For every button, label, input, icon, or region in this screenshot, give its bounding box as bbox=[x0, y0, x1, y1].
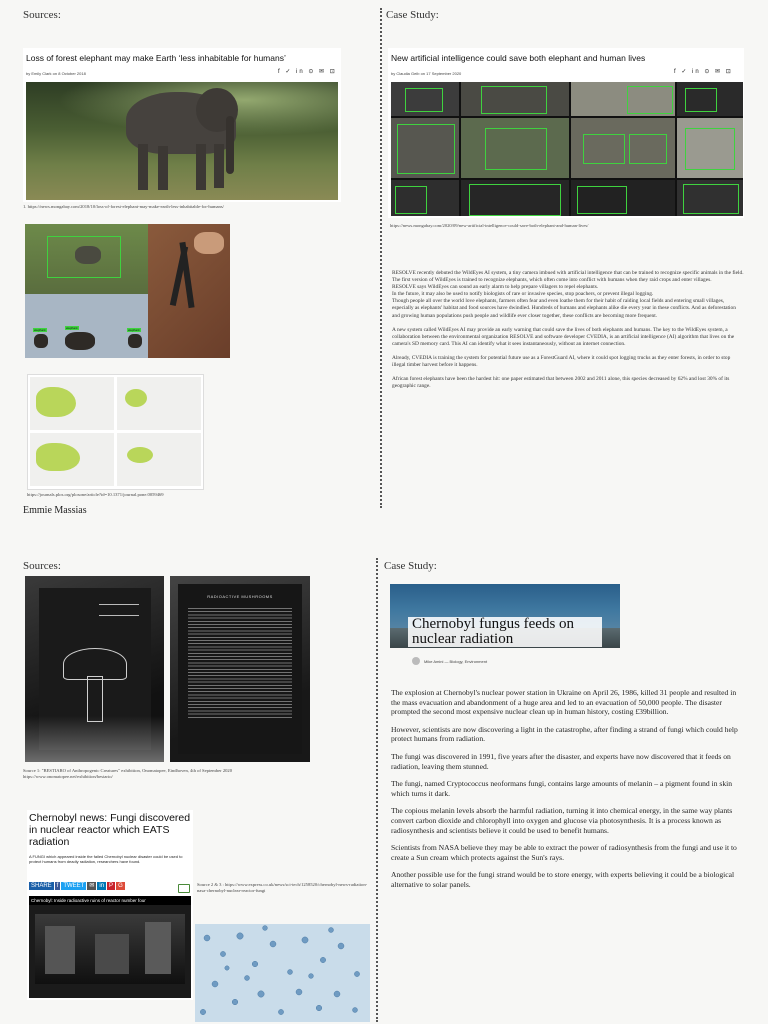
hero-title[interactable]: Chernobyl fungus feeds on nuclear radiation bbox=[412, 616, 575, 647]
camera-trap-grid bbox=[391, 82, 743, 216]
elephant-silhouette bbox=[65, 332, 95, 350]
express-headline[interactable]: Chernobyl news: Fungi discovered in nuclear reactor which EATS radiation bbox=[29, 812, 191, 848]
express-standfirst: A FUNGI which appeared inside the failed Chernobyl nuclear disaster could be used to protect humans from deadly radiation, researchers have found. bbox=[29, 854, 183, 864]
trap-frame bbox=[677, 118, 743, 178]
linkedin-icon[interactable]: in bbox=[99, 883, 105, 889]
article1-caption[interactable]: 1. https://news.mongabay.com/2018/10/loss-of-forest-elephant-may-make-earth-less-inhabitable-for-humans/ bbox=[23, 204, 224, 209]
article-ai-elephant bbox=[388, 48, 744, 218]
detection-photo-field bbox=[25, 224, 148, 294]
article-title[interactable]: Loss of forest elephant may make Earth ‘less inhabitable for humans’ bbox=[26, 53, 286, 63]
article-elephant-loss bbox=[23, 48, 341, 202]
hand bbox=[194, 232, 224, 254]
reactor-ruins-image bbox=[35, 914, 185, 984]
fungi-cells bbox=[195, 924, 370, 1022]
elephant-trunk bbox=[226, 116, 234, 174]
trap-frame bbox=[571, 82, 675, 116]
bottom-divider bbox=[376, 558, 378, 1022]
plos-caption[interactable]: https://journals.plos.org/plosone/article?id=10.1371/journal.pone.0059469 bbox=[27, 492, 164, 497]
trap-frame bbox=[571, 180, 675, 216]
google-plus-icon[interactable]: G bbox=[118, 883, 123, 889]
detector-label: elephant bbox=[34, 328, 46, 332]
bottom-case-study-heading: Case Study: bbox=[384, 560, 437, 572]
case-paragraph: RESOLVE recently debuted the WildEyes AI system, a tiny camera imbued with artificial intelligence that can be trained to recognize specific animals in the field. The first version of WildEyes is trained to recognize elephants, which often come into conflict with humans when they raid crops and enter villages. RESOLVE says WildEyes can sound an early alarm to help prepare villagers to repel elephants. In the future, it may also be used to notify biologists of rare or invasive species, stop poachers, or prevent illegal logging. Though people all over the world love elephants, farmers often fear and even loathe them for their habit of raiding local fields and entering small villages, especially as elephants' habitat and food sources have dwindled. Hundreds of humans and elephants alike die every year in these conflicts. And as deforestation and growing human populations push people and wildlife ever closer together, these conflicts are becoming more frequent. bbox=[392, 270, 744, 319]
express-share-bar bbox=[29, 882, 125, 890]
elephant-leg bbox=[138, 144, 148, 190]
share-button[interactable]: SHARE bbox=[31, 883, 52, 889]
ruin-wall bbox=[145, 922, 171, 974]
range-area bbox=[127, 447, 153, 463]
forest-elephant-photo bbox=[26, 82, 338, 200]
exhibit-text-photo bbox=[170, 576, 310, 762]
detection-photo-herd bbox=[25, 294, 148, 358]
article-byline: by Claudia Geib on 17 September 2020 bbox=[391, 71, 462, 76]
exhibit-mushroom-photo bbox=[25, 576, 164, 762]
ruin-wall bbox=[45, 926, 75, 974]
trap-frame bbox=[391, 180, 459, 216]
fungi-microscope-image bbox=[195, 924, 370, 1022]
article-paragraph: The copious melanin levels absorb the harmful radiation, turning it into chemical energy, in the same way plants convert carbon dioxide and chlorophyll into oxygen and glucose via photosynthesis. It is a process known as radiosynthesis and scientists believe it could be used to benefit humans. bbox=[391, 806, 733, 835]
article-paragraph: However, scientists are now discovering a light in the catastrophe, after finding a strand of fungi which could help protect humans from radiation. bbox=[391, 724, 738, 744]
trap-frame bbox=[677, 82, 743, 116]
pinterest-icon[interactable]: P bbox=[109, 883, 114, 889]
exhibit-title: RADIOACTIVE MUSHROOMS bbox=[207, 594, 273, 599]
top-case-study-heading: Case Study: bbox=[386, 9, 439, 21]
elephant-leg bbox=[214, 144, 224, 188]
trap-frame bbox=[461, 180, 569, 216]
chernobyl-hero-banner bbox=[390, 584, 620, 648]
exhibit-text-panel bbox=[178, 584, 302, 754]
detector-label: elephant bbox=[128, 328, 140, 332]
share-icons[interactable]: f ✓ in ⊙ ✉ ⊡ bbox=[278, 69, 337, 75]
case-paragraph: Already, CVEDIA is training the system for potential future use as a ForestGuard AI, where it could spot logging trucks as they enter forests, in order to stop illegal timber harvest before it happens. bbox=[392, 354, 731, 369]
exhibit-body-lines bbox=[188, 608, 292, 718]
photo-floor bbox=[25, 716, 164, 762]
article-paragraph: Another possible use for the fungi strand would be to store energy, with experts believing it could be a biological alternative to solar panels. bbox=[391, 870, 735, 889]
source23-caption[interactable]: Source 2 & 3 : https://www.express.co.uk/news/sci-tech/1258520/chernobyl-news-radiation-nasa-chernobyl-nuclear-reactor-fungi bbox=[197, 882, 368, 893]
trap-frame bbox=[461, 82, 569, 116]
article-byline: by Emily Clark on 8 October 2018 bbox=[26, 71, 86, 76]
case-paragraph: African forest elephants have been the hardest hit: one paper estimated that between 2002 and 2011 alone, this species decreased by 62% and lost 30% of its geographic range. bbox=[392, 376, 730, 390]
article2-caption[interactable]: https://news.mongabay.com/2020/09/new-artificial-intelligence-could-save-both-elephant-and-human-lives/ bbox=[390, 223, 589, 228]
trap-frame bbox=[461, 118, 569, 178]
map-panel-b bbox=[117, 377, 201, 430]
exhibit-label-lines bbox=[99, 604, 139, 616]
hero-byline: Mike Amini — Biology, Environment bbox=[424, 659, 488, 664]
trap-frame bbox=[571, 118, 675, 178]
video-caption-bar: Chernobyl: Inside radioactive ruins of reactor number four bbox=[29, 896, 191, 905]
elephant-silhouette bbox=[128, 334, 142, 348]
range-area bbox=[36, 443, 80, 471]
elephant-silhouette bbox=[75, 246, 101, 264]
email-icon[interactable]: ✉ bbox=[89, 883, 95, 889]
case-paragraph: A new system called WildEyes AI may provide an early warning that could save the lives of both elephants and humans. The key to the WildEyes system, a collaboration between the environmental organization RESOLVE and software developer CVEDIA, is an artificial intelligence (AI) algorithm that lives on the camera's SD memory card. This AI can identify what it sees instantaneously, without an internet connection. bbox=[392, 326, 735, 347]
elephant-silhouette bbox=[34, 334, 48, 348]
camera-device-photo bbox=[148, 224, 230, 358]
trap-frame bbox=[391, 118, 459, 178]
express-article bbox=[27, 810, 193, 1000]
bottom-sources-heading: Sources: bbox=[23, 560, 61, 572]
trap-frame bbox=[677, 180, 743, 216]
article-paragraph: The fungi, named Cryptococcus neoformans fungi, contains large amounts of melanin – a pigment found in skin which turns it dark. bbox=[391, 779, 733, 798]
comment-icon[interactable] bbox=[178, 884, 190, 893]
article-paragraph: The fungi was discovered in 1991, five years after the disaster, and experts have now discovered that it feeds on radiation, leaving them stunned. bbox=[391, 751, 731, 771]
article-title[interactable]: New artificial intelligence could save both elephant and human lives bbox=[391, 53, 646, 63]
elephant-leg bbox=[196, 144, 206, 190]
ruin-wall bbox=[95, 934, 129, 974]
range-area bbox=[36, 387, 76, 417]
facebook-icon[interactable]: f bbox=[56, 883, 59, 889]
map-panel-d bbox=[117, 433, 201, 486]
author-avatar bbox=[412, 657, 420, 665]
plos-range-maps bbox=[27, 374, 204, 490]
trap-frame bbox=[391, 82, 459, 116]
author-name: Emmie Massias bbox=[23, 505, 87, 516]
share-icons[interactable]: f ✓ in ⊙ ✉ ⊡ bbox=[674, 69, 733, 75]
tweet-button[interactable]: TWEET bbox=[63, 883, 85, 889]
chernobyl-article-body bbox=[391, 688, 739, 890]
map-panel-a bbox=[30, 377, 114, 430]
range-area bbox=[125, 389, 147, 407]
detector-collage bbox=[25, 224, 230, 358]
source1-caption[interactable]: Source 1: "BESTIARO of Anthropogenic Creatures" exhibition, Onomatopee, Eindhoven, 4th of September 2020 https://www.onomatopee.net/exhibition/bestario/ bbox=[23, 768, 233, 779]
article-paragraph: Scientists from NASA believe they may be able to extract the power of radiosynthesis from the fungi and use it to create a Sun cream which protects against the Sun's rays. bbox=[391, 843, 737, 862]
express-video[interactable] bbox=[29, 896, 191, 998]
map-panel-c bbox=[30, 433, 114, 486]
top-divider bbox=[380, 8, 382, 508]
article-paragraph: The explosion at Chernobyl's nuclear power station in Ukraine on April 26, 1986, killed 31 people and resulted in the mass evacuation and abandonment of a huge area and led to an evacuation of 50,000 people. The disaster prompted the second most expensive nuclear clean up in human history, costing £39billion. bbox=[391, 688, 737, 717]
detector-label: elephant bbox=[66, 326, 78, 330]
top-sources-heading: Sources: bbox=[23, 9, 61, 21]
case-study-text bbox=[392, 270, 744, 390]
elephant-leg bbox=[158, 146, 168, 190]
